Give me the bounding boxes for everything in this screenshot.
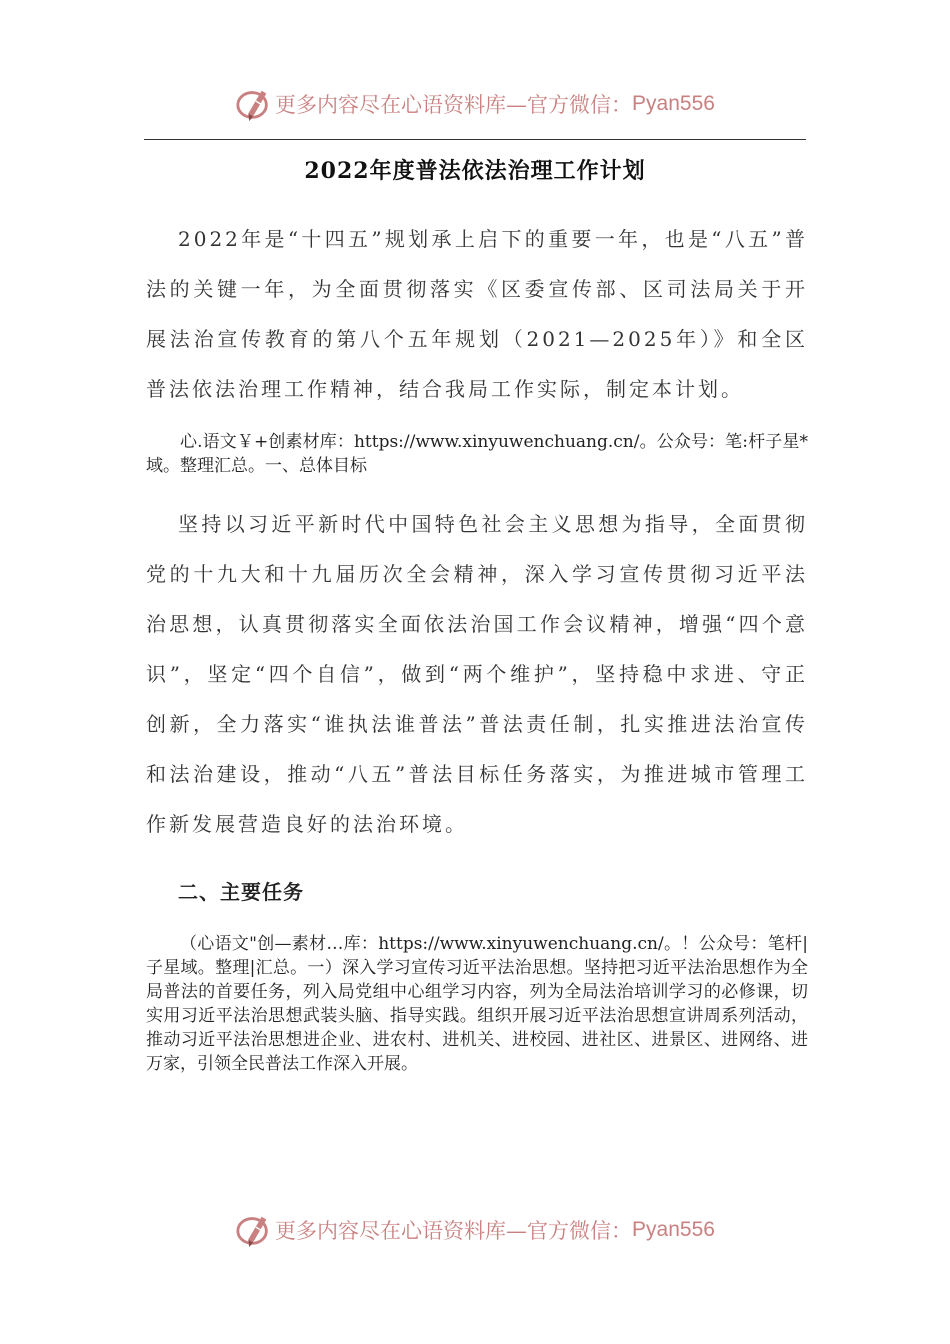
header-banner: [0, 82, 950, 126]
header-divider: [144, 139, 806, 140]
footer-banner-handle: Pyan556: [632, 1218, 715, 1241]
watermark-paragraph-overall-goal: 心.语文￥+创素材库：https://www.xinyuwenchuang.cn/。公众号：笔:杆子星*域。整理汇总。一、总体目标: [146, 432, 808, 476]
header-banner-handle: Pyan556: [632, 92, 715, 115]
intro-paragraph: 2022年是“十四五”规划承上启下的重要一年，也是“八五”普法的关键一年，为全面贯彻落实《区委宣传部、区司法局关于开展法治宣传教育的第八个五年规划（2021—2025年）》和全区普法依法治理工作精神，结合我局工作实际，制定本计划。: [146, 227, 808, 401]
footer-banner-text: 更多内容尽在心语资料库—官方微信：: [275, 1219, 633, 1243]
overall-goal-paragraph: 坚持以习近平新时代中国特色社会主义思想为指导，全面贯彻党的十九大和十九届历次全会精神，深入学习宣传贯彻习近平法治思想，认真贯彻落实全面依法治国工作会议精神，增强“四个意识”，坚定“四个自信”，做到“两个维护”，坚持稳中求进、守正创新，全力落实“谁执法谁普法”普法责任制，扎实推进法治宣传和法治建设，推动“八五”普法目标任务落实，为推进城市管理工作新发展营造良好的法治环境。: [146, 512, 808, 836]
header-banner-text: 更多内容尽在心语资料库—官方微信：: [275, 93, 633, 117]
document-title: 2022年度普法依法治理工作计划: [304, 158, 646, 184]
pen-nib-logo-icon: [235, 85, 273, 123]
footer-banner: [0, 1208, 950, 1252]
section-heading-main-tasks: 二、主要任务: [178, 880, 304, 904]
main-tasks-paragraph: （心语文"创—素材…库：https://www.xinyuwenchuang.cn/。！公众号：笔杆|子星域。整理|汇总。一）深入学习宣传习近平法治思想。坚持把习近平法治思想作为全局普法的首要任务，列入局党组中心组学习内容，列为全局法治培训学习的必修课，切实用习近平法治思想武装头脑、指导实践。组织开展习近平法治思想宣讲周系列活动，推动习近平法治思想进企业、进农村、进机关、进校园、进社区、进景区、进网络、进万家，引领全民普法工作深入开展。: [146, 934, 808, 1074]
pen-nib-logo-icon: [235, 1211, 273, 1249]
